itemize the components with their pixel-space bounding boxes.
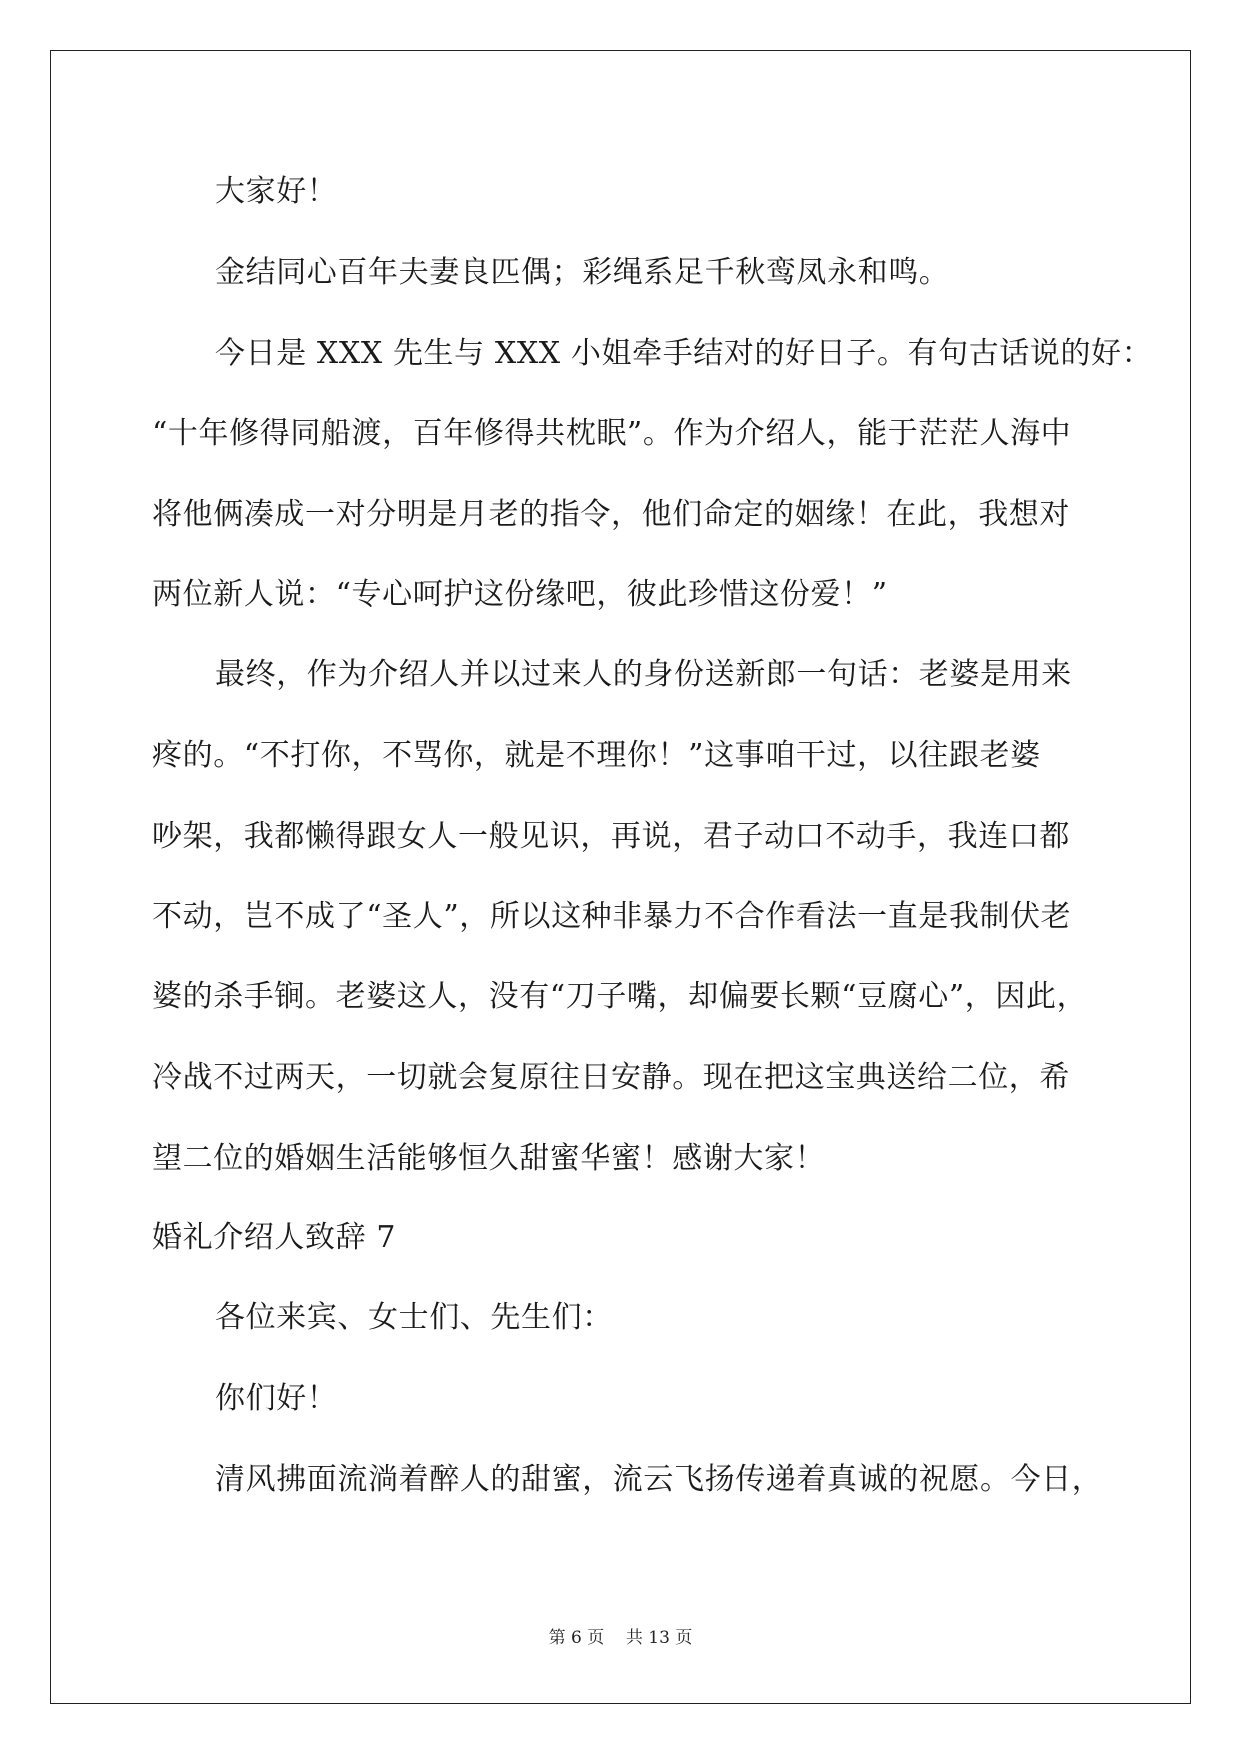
page-border	[50, 50, 1191, 1704]
paragraph-line: 疼的。“不打你，不骂你，就是不理你！”这事咱干过，以往跟老婆	[152, 738, 1041, 773]
paragraph-line: 大家好！	[215, 174, 338, 209]
paragraph-line: “十年修得同船渡，百年修得共枕眠”。作为介绍人，能于茫茫人海中	[152, 416, 1072, 451]
paragraph-line: 望二位的婚姻生活能够恒久甜蜜华蜜！感谢大家！	[152, 1141, 826, 1176]
paragraph-line: 将他俩凑成一对分明是月老的指令，他们命定的姻缘！在此，我想对	[152, 497, 1070, 532]
paragraph-line: 清风拂面流淌着醉人的甜蜜，流云飞扬传递着真诚的祝愿。今日，	[215, 1462, 1103, 1497]
page-number: 第 6 页	[548, 1628, 605, 1648]
paragraph-line: 婆的杀手锏。老婆这人，没有“刀子嘴，却偏要长颗“豆腐心”，因此，	[152, 979, 1088, 1014]
section-heading: 婚礼介绍人致辞 7	[152, 1220, 397, 1255]
paragraph-line: 冷战不过两天，一切就会复原往日安静。现在把这宝典送给二位，希	[152, 1060, 1070, 1095]
paragraph-line: 各位来宾、女士们、先生们：	[215, 1300, 613, 1335]
paragraph-line: 今日是 XXX 先生与 XXX 小姐牵手结对的好日子。有句古话说的好：	[215, 336, 1153, 371]
paragraph-line: 最终，作为介绍人并以过来人的身份送新郎一句话：老婆是用来	[215, 657, 1072, 692]
total-pages: 共 13 页	[625, 1628, 693, 1648]
paragraph-line: 金结同心百年夫妻良匹偶；彩绳系足千秋鸾凤永和鸣。	[215, 255, 950, 290]
page-footer	[0, 1627, 1241, 1649]
paragraph-line: 两位新人说：“专心呵护这份缘吧，彼此珍惜这份爱！”	[152, 577, 888, 612]
paragraph-line: 不动，岂不成了“圣人”，所以这种非暴力不合作看法一直是我制伏老	[152, 899, 1072, 934]
paragraph-line: 吵架，我都懒得跟女人一般见识，再说，君子动口不动手，我连口都	[152, 819, 1070, 854]
paragraph-line: 你们好！	[215, 1381, 338, 1416]
